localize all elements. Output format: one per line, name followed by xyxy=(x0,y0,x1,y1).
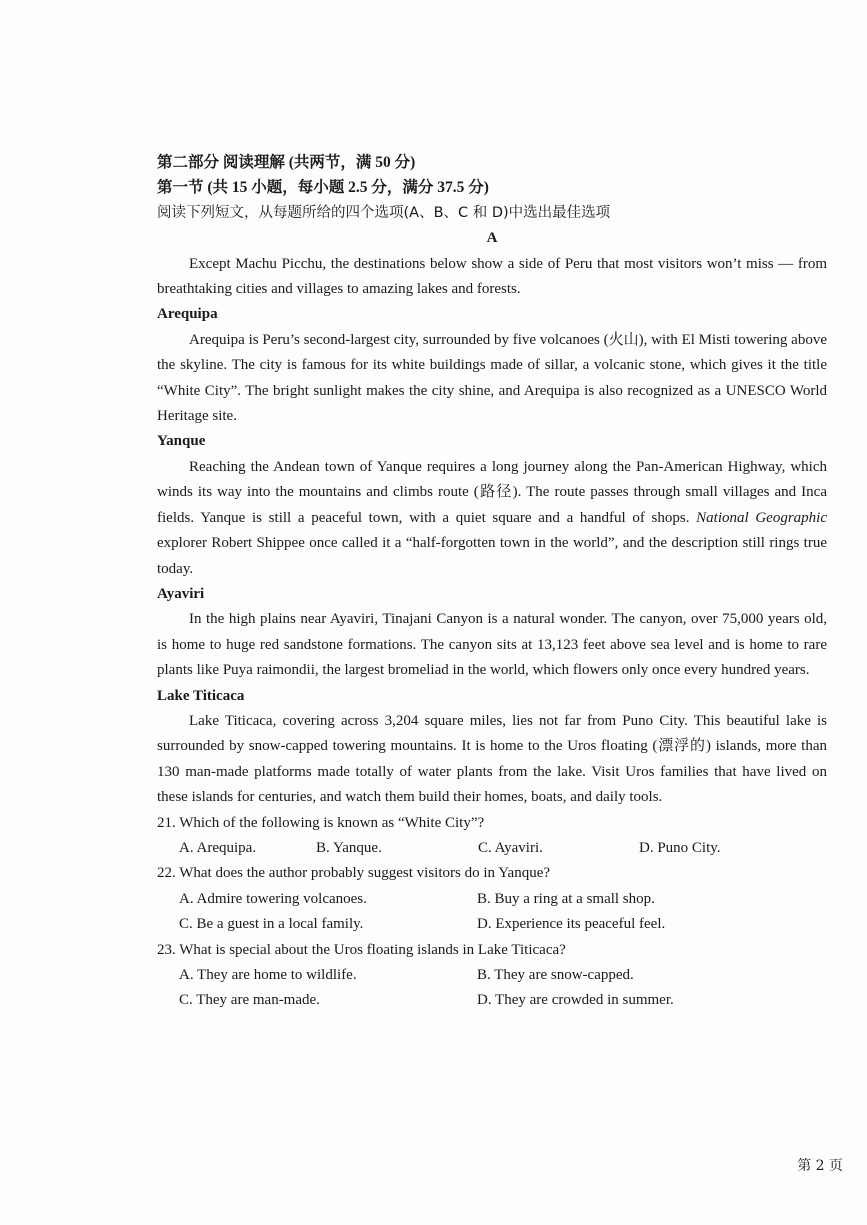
section-heading-titicaca: Lake Titicaca xyxy=(157,687,245,704)
page-content xyxy=(157,150,827,1014)
question-22-options-row-1 xyxy=(157,887,827,912)
question-21-option-b: B. Yanque. xyxy=(316,839,382,856)
question-22-option-d: D. Experience its peaceful feel. xyxy=(477,916,666,933)
question-22-stem: 22. What does the author probably suggest visitors do in Yanque? xyxy=(157,865,551,882)
question-22-option-b: B. Buy a ring at a small shop. xyxy=(477,890,655,907)
question-21-option-a: A. Arequipa. xyxy=(179,839,257,856)
yanque-text-part-2: explorer Robert Shippee once called it a “half-forgotten town in the world”, and the description still rings true today. xyxy=(157,535,827,577)
passage-label: A xyxy=(486,230,498,247)
section-title: 第一节 (共 15 小题，每小题 2.5 分，满分 37.5 分) xyxy=(157,179,489,197)
question-23-options-row-1 xyxy=(157,963,827,988)
section-heading-yanque: Yanque xyxy=(157,433,206,450)
section-text-arequipa: Arequipa is Peru’s second-largest city, surrounded by five volcanoes (火山), with El Misti towering above the skyline. The city is famous for its white buildings made of sillar, a volcanic stone, which gives it the title “White City”. The bright sunlight makes the city shine, and Arequipa is also recognized as a UNESCO World Heritage site. xyxy=(157,331,827,425)
section-heading-ayaviri: Ayaviri xyxy=(157,585,205,602)
question-23-option-b: B. They are snow-capped. xyxy=(477,967,634,983)
question-23-stem: 23. What is special about the Uros floating islands in Lake Titicaca? xyxy=(157,941,566,958)
page-number: 第 2 页 xyxy=(797,1158,843,1174)
question-21-option-d: D. Puno City. xyxy=(639,839,721,856)
question-22-options-row-2 xyxy=(157,912,827,937)
section-heading-arequipa: Arequipa xyxy=(157,306,218,323)
question-22-option-a: A. Admire towering volcanoes. xyxy=(179,890,367,907)
question-23-options-row-2 xyxy=(157,988,827,1013)
passage-intro: Except Machu Picchu, the destinations below show a side of Peru that most visitors won’t miss — from breathtaking cities and villages to amazing lakes and forests. xyxy=(157,255,827,298)
question-23-option-a: A. They are home to wildlife. xyxy=(179,967,357,983)
section-text-ayaviri: In the high plains near Ayaviri, Tinajani Canyon is a natural wonder. The canyon, over 75,000 years old, is home to huge red sandstone formations. The canyon sits at 13,123 feet above sea level and is home to rare plants like Puya raimondii, the largest bromeliad in the world, which flowers only once every hundred years. xyxy=(157,611,827,679)
question-21-option-c: C. Ayaviri. xyxy=(478,839,543,856)
section-text-titicaca: Lake Titicaca, covering across 3,204 square miles, lies not far from Puno City. This beautiful lake is surrounded by snow-capped towering mountains. It is home to the Uros floating (漂浮的) islands, more than 130 man-made platforms made totally of water plants from the lake. Visit Uros families that have lived on these islands for centuries, and watch them build their homes, boats, and daily tools. xyxy=(157,712,827,806)
section-text-yanque xyxy=(157,455,827,582)
question-21-options xyxy=(157,836,827,861)
question-21-stem: 21. Which of the following is known as “White City”? xyxy=(157,814,485,831)
question-23-option-c: C. They are man-made. xyxy=(179,992,320,1009)
part-title: 第二部分 阅读理解 (共两节，满 50 分) xyxy=(157,154,416,171)
question-23-option-d: D. They are crowded in summer. xyxy=(477,992,674,1009)
yanque-italic-title: National Geographic xyxy=(696,509,827,526)
instruction-text: 阅读下列短文，从每题所给的四个选项(A、B、C 和 D)中选出最佳选项 xyxy=(157,204,611,221)
question-22-option-c: C. Be a guest in a local family. xyxy=(179,916,364,933)
yanque-text-part-1: Reaching the Andean town of Yanque requires a long journey along the Pan-American Highway, which winds its way into the mountains and climbs route (路径). The route passes through small villages and Inca fields. Yanque is still a peaceful town, with a quiet square and a handful of shops. xyxy=(157,458,827,526)
